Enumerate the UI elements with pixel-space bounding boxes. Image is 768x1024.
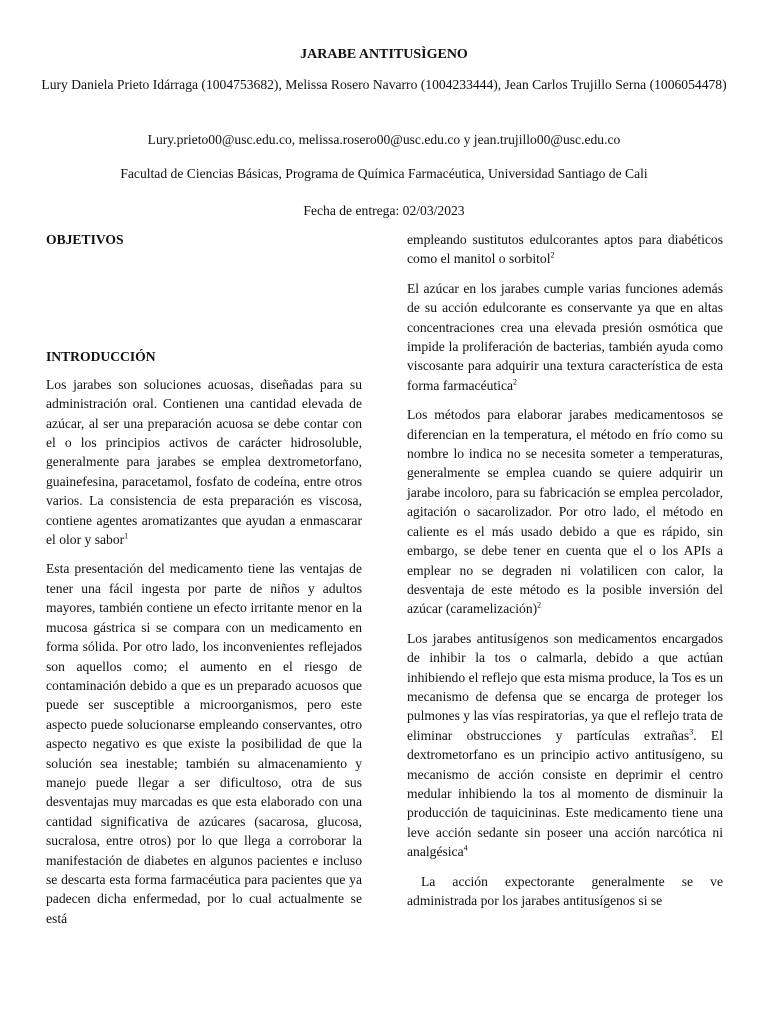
paragraph-intro-1 — [46, 375, 362, 550]
paragraph-text: . El dextrometorfano es un principio activo antitusígeno, su mecanismo de acción consiste en deprimir el centro medular inhibiendo la tos al momento de disminuir la producción de taquicininas. Este medicamento tiene una leve acción sedante sin poseer una acción narcótica ni analgésica — [407, 727, 723, 860]
citation-ref: 3 — [689, 727, 694, 737]
paragraph-text: Esta presentación del medicamento tiene las ventajas de tener una fácil ingesta por parte de niños y adultos mayores, también contiene un efecto irritante menor en la mucosa gástrica si se compara con un medicamento en forma sólida. Por otro lado, los inconvenientes reflejados son aquellos como; el aumento en el riesgo de contaminación debido a que es un preparado acuosos que puede ser susceptible a microorganismos, pero este aspecto puede solucionarse empleando conservantes, otro aspecto negativo es que existe la posibilidad de que la solución sea inestable; también su almacenamiento y manejo puede llegar a ser dificultoso, otra de sus desventajas muy marcadas es que esta elaborado con una cantidad significativa de azúcares (sacarosa, glucosa, sucralosa, entre otros) por lo que llega a corroborar la manifestación de diabetes en algunos pacientes e incluso se descarta esta forma farmacéutica para pacientes que ya padecen dicha enfermedad, por lo cual actualmente se está — [46, 561, 362, 926]
paragraph-antitussives — [407, 629, 723, 862]
paragraph-text: El azúcar en los jarabes cumple varias funciones además de su acción edulcorante es conservante ya que en altas concentraciones crea una elevada presión osmótica que impide la proliferación de bacterias, también ayuda como viscosante para adquirir una textura característica de esta forma farmacéutica — [407, 280, 723, 393]
paragraph-text: Los métodos para elaborar jarabes medicamentosos se diferencian en la temperatura, el método en frío como su nombre lo indica no se necesita someter a temperaturas, generalmente se emplea cuando se quiere adquirir un jarabe incoloro, para su fabricación se emplea percolador, agitación o sacarolizador. Por otro lado, el método en caliente es el más usado debido a que es rápido, sin embargo, se debe tener en cuenta que el o los APIs a emplear no se degraden ni volatilicen con calor, la desventaja de este método es la posible inversión del azúcar (caramelización) — [407, 407, 723, 617]
left-column — [46, 230, 362, 938]
paragraph-expectorant — [407, 872, 723, 911]
affiliation: Facultad de Ciencias Básicas, Programa de Química Farmacéutica, Universidad Santiago de Cali — [120, 166, 648, 181]
paragraph-methods — [407, 405, 723, 618]
paragraph-text: Los jarabes son soluciones acuosas, diseñadas para su administración oral. Contienen una cantidad elevada de azúcar, al ser una preparación acuosa se debe contar con el o los principios activos de carácter hidrosoluble, generalmente para jarabes se emplea dextrometorfano, guainefesina, paracetamol, fosfato de codeína, entre otros varios. La consistencia de esta preparación es viscosa, contiene agentes aromatizantes que ayudan a enmascarar el olor y sabor — [46, 376, 362, 548]
paragraph-intro-2 — [46, 559, 362, 928]
paragraph-text: empleando sustitutos edulcorantes aptos para diabéticos como el manitol o sorbitol — [407, 232, 723, 267]
right-column — [407, 230, 723, 920]
paragraph-sugar-functions — [407, 279, 723, 395]
section-heading-introduction: INTRODUCCIÓN — [46, 349, 156, 365]
document-title: JARABE ANTITUSÌGENO — [300, 47, 468, 62]
submission-date: Fecha de entrega: 02/03/2023 — [303, 203, 465, 218]
citation-ref: 4 — [463, 843, 468, 853]
author-list: Lury Daniela Prieto Idárraga (1004753682), Melissa Rosero Navarro (1004233444), Jean Carlos Trujillo Serna (1006054478) — [41, 77, 727, 92]
author-emails: Lury.prieto00@usc.edu.co, melissa.rosero00@usc.edu.co y jean.trujillo00@usc.edu.co — [147, 132, 621, 147]
paragraph-text: La acción expectorante generalmente se ve administrada por los jarabes antitusígenos si se — [407, 873, 723, 908]
citation-ref: 2 — [550, 250, 555, 260]
citation-ref: 2 — [537, 600, 542, 610]
section-heading-objectives: OBJETIVOS — [46, 232, 124, 247]
paragraph-text: Los jarabes antitusígenos son medicamentos encargados de inhibir la tos o calmarla, debido a que actúan inhibiendo el reflejo que esta misma produce, la Tos es un mecanismo de defensa que se encarga de proteger los pulmones y las vías respiratorias, ya que el reflejo trata de eliminar obstrucciones y partículas extrañas — [407, 630, 723, 743]
citation-ref: 1 — [124, 531, 129, 541]
citation-ref: 2 — [513, 377, 518, 387]
paragraph-continued — [407, 230, 723, 269]
